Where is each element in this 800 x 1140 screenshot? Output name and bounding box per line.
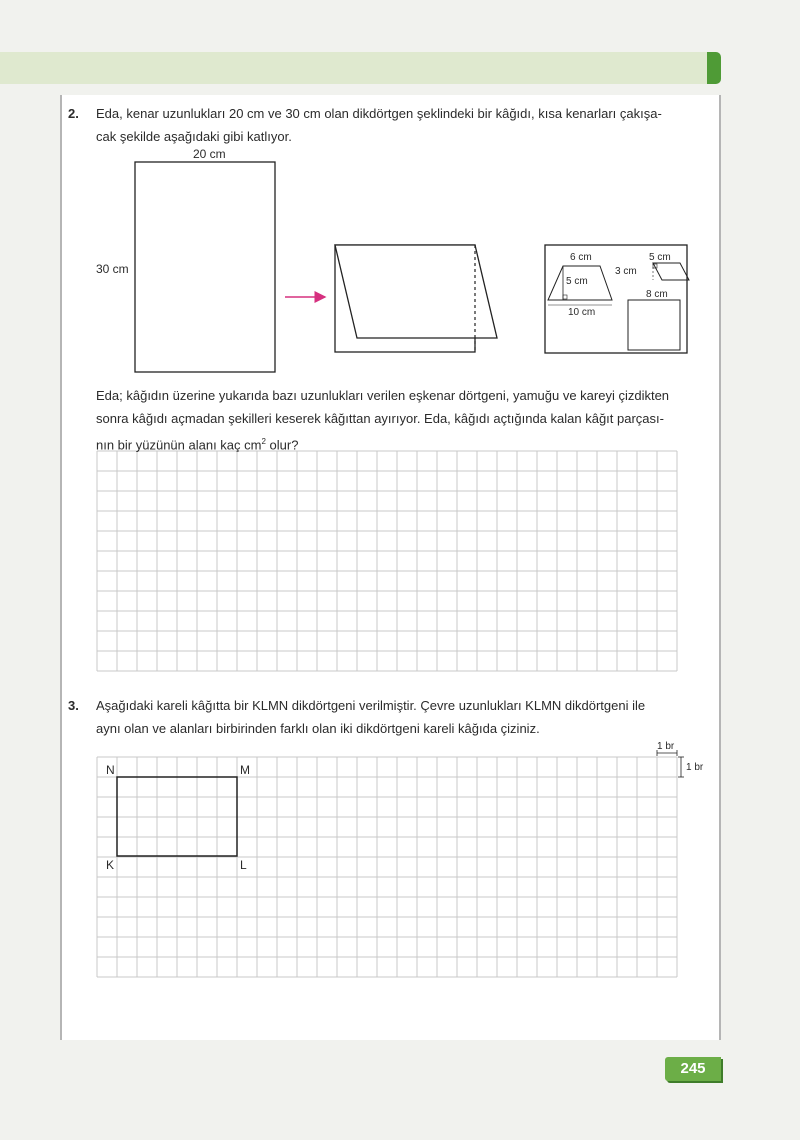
q2-paragraph-line1: Eda; kâğıdın üzerine yukarıda bazı uzunlukları verilen eşkenar dörtgeni, yamuğu ve kareyi çizdikten: [96, 388, 670, 403]
vertex-l: L: [240, 858, 247, 872]
grid-paper-1: [97, 451, 677, 671]
parallelogram-top-label: 5 cm: [649, 252, 671, 263]
q3-text: [96, 694, 714, 740]
square: [628, 300, 680, 350]
q2-text-line2: cak şekilde aşağıdaki gibi katlıyor.: [96, 129, 292, 144]
q2-number: 2.: [68, 106, 79, 121]
unit-v-label: 1 br: [686, 762, 704, 773]
trapezoid-top-label: 6 cm: [570, 252, 592, 263]
height-label: 30 cm: [96, 262, 129, 276]
parallelogram-height-label: 3 cm: [615, 266, 637, 277]
q2-paragraph-line3: nın bir yüzünün alanı kaç $cm^2$ olur?: [96, 437, 299, 453]
q3-number: 3.: [68, 698, 79, 713]
folded-paper: [335, 245, 497, 352]
trapezoid-bottom-label: 10 cm: [568, 307, 596, 318]
vertex-m: M: [240, 763, 250, 777]
q2-paragraph: [96, 384, 714, 456]
page-number: 245: [665, 1057, 721, 1081]
width-label: 20 cm: [193, 147, 226, 161]
trapezoid-height-label: 5 cm: [566, 276, 588, 287]
q3-text-line1: Aşağıdaki kareli kâğıtta bir KLMN dikdörtgeni verilmiştir. Çevre uzunlukları KLMN dikdörtgeni ile: [96, 698, 646, 713]
unit-h-label: 1 br: [657, 741, 675, 752]
q2-paragraph-line2: sonra kâğıdı açmadan şekilleri keserek kâğıttan ayırıyor. Eda, kâğıdı açtığında kalan kâğıt parçası-: [96, 411, 664, 426]
paper-rectangle: [135, 162, 275, 372]
q2-text-line1: Eda, kenar uzunlukları 20 cm ve 30 cm olan dikdörtgen şeklindeki bir kâğıdı, kısa kenarları çakışa-: [96, 106, 662, 121]
parallelogram: [653, 263, 689, 280]
vertex-k: K: [106, 858, 115, 872]
grid-paper-2: [97, 757, 677, 977]
q3-text-line2: aynı olan ve alanları birbirinden farklı olan iki dikdörtgeni kareli kâğıda çiziniz.: [96, 721, 540, 736]
vertex-n: N: [106, 763, 115, 777]
square-side-label: 8 cm: [646, 289, 668, 300]
